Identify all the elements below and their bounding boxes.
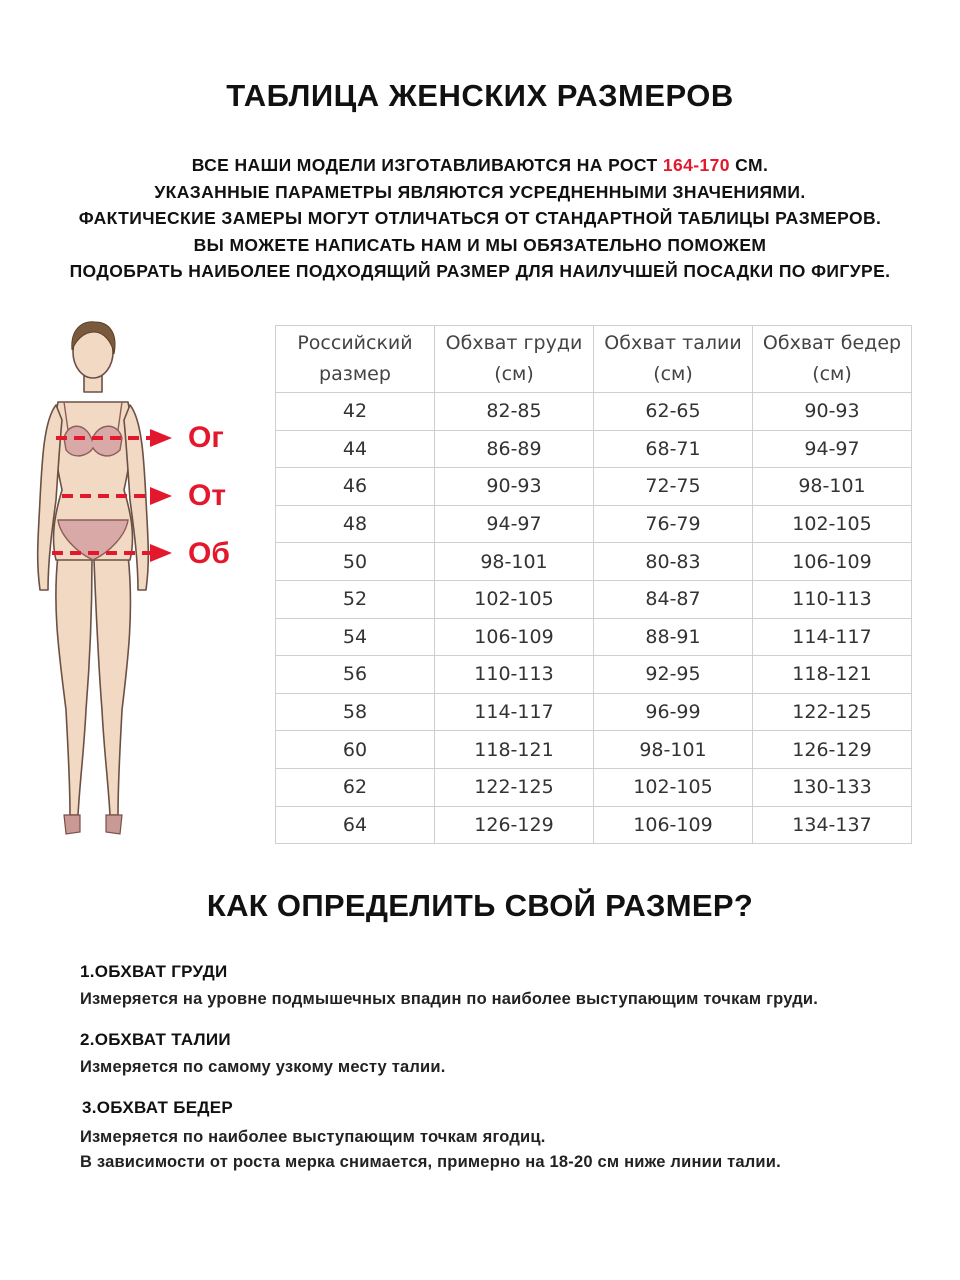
- table-cell: 60: [276, 731, 435, 769]
- table-cell: 106-109: [753, 543, 912, 581]
- table-cell: 76-79: [594, 505, 753, 543]
- table-row: [276, 656, 912, 694]
- table-cell: 92-95: [594, 656, 753, 694]
- table-cell: 102-105: [753, 505, 912, 543]
- woman-figure-illustration: [0, 310, 260, 850]
- table-cell: 48: [276, 505, 435, 543]
- table-row: [276, 693, 912, 731]
- table-cell: 62: [276, 768, 435, 806]
- header-hips-l1: Обхват бедер: [762, 332, 902, 354]
- waist-label: От: [188, 479, 227, 512]
- header-size: [276, 326, 435, 393]
- table-cell: 110-113: [753, 580, 912, 618]
- table-row: [276, 543, 912, 581]
- step-1-text: Измеряется на уровне подмышечных впадин по наиболее выступающим точкам груди.: [80, 990, 818, 1008]
- header-chest: [435, 326, 594, 393]
- table-cell: 134-137: [753, 806, 912, 844]
- table-row: [276, 768, 912, 806]
- how-to-title: КАК ОПРЕДЕЛИТЬ СВОЙ РАЗМЕР?: [206, 888, 754, 923]
- table-row: [276, 806, 912, 844]
- table-cell: 50: [276, 543, 435, 581]
- table-cell: 96-99: [594, 693, 753, 731]
- size-table: [275, 325, 912, 844]
- page-title: ТАБЛИЦА ЖЕНСКИХ РАЗМЕРОВ: [226, 78, 734, 113]
- table-cell: 122-125: [435, 768, 594, 806]
- table-cell: 42: [276, 393, 435, 431]
- table-cell: 44: [276, 430, 435, 468]
- table-cell: 72-75: [594, 468, 753, 506]
- intro-line-4: ВЫ МОЖЕТЕ НАПИСАТЬ НАМ И МЫ ОБЯЗАТЕЛЬНО ПОМОЖЕМ: [193, 234, 767, 255]
- table-header-row: [276, 326, 912, 393]
- header-hips-l2: (см): [812, 363, 852, 385]
- table-cell: 98-101: [594, 731, 753, 769]
- header-waist-l1: Обхват талии: [604, 332, 742, 354]
- table-cell: 80-83: [594, 543, 753, 581]
- table-cell: 52: [276, 580, 435, 618]
- table-cell: 98-101: [435, 543, 594, 581]
- height-range: 164-170: [662, 155, 730, 175]
- header-waist: [594, 326, 753, 393]
- intro-text: [0, 152, 960, 285]
- step-2-text: Измеряется по самому узкому месту талии.: [80, 1058, 446, 1076]
- table-cell: 114-117: [753, 618, 912, 656]
- table-cell: 58: [276, 693, 435, 731]
- table-cell: 62-65: [594, 393, 753, 431]
- table-row: [276, 731, 912, 769]
- table-cell: 88-91: [594, 618, 753, 656]
- table-cell: 98-101: [753, 468, 912, 506]
- table-cell: 114-117: [435, 693, 594, 731]
- table-row: [276, 580, 912, 618]
- intro-line-2: УКАЗАННЫЕ ПАРАМЕТРЫ ЯВЛЯЮТСЯ УСРЕДНЕННЫМИ ЗНАЧЕНИЯМИ.: [154, 181, 806, 202]
- table-cell: 102-105: [435, 580, 594, 618]
- header-size-l2: размер: [319, 363, 391, 385]
- table-cell: 64: [276, 806, 435, 844]
- table-body: [276, 393, 912, 844]
- header-chest-l1: Обхват груди: [445, 332, 583, 354]
- table-cell: 126-129: [435, 806, 594, 844]
- step-1-heading: 1.ОБХВАТ ГРУДИ: [80, 962, 228, 981]
- table-cell: 130-133: [753, 768, 912, 806]
- table-cell: 118-121: [435, 731, 594, 769]
- table-row: [276, 505, 912, 543]
- header-size-l1: Российский: [297, 332, 413, 354]
- intro-line-1-prefix: ВСЕ НАШИ МОДЕЛИ ИЗГОТАВЛИВАЮТСЯ НА РОСТ: [191, 155, 663, 175]
- step-3-text-1: Измеряется по наиболее выступающим точкам ягодиц.: [80, 1128, 546, 1146]
- table-row: [276, 468, 912, 506]
- table-cell: 54: [276, 618, 435, 656]
- intro-line-1: [0, 152, 960, 179]
- intro-line-5: ПОДОБРАТЬ НАИБОЛЕЕ ПОДХОДЯЩИЙ РАЗМЕР ДЛЯ НАИЛУЧШЕЙ ПОСАДКИ ПО ФИГУРЕ.: [69, 261, 891, 281]
- table-cell: 94-97: [753, 430, 912, 468]
- table-row: [276, 430, 912, 468]
- table-row: [276, 393, 912, 431]
- table-cell: 56: [276, 656, 435, 694]
- chest-label: Ог: [188, 421, 224, 454]
- header-hips: [753, 326, 912, 393]
- step-3-heading: 3.ОБХВАТ БЕДЕР: [82, 1098, 234, 1117]
- table-cell: 84-87: [594, 580, 753, 618]
- table-cell: 106-109: [435, 618, 594, 656]
- table-row: [276, 618, 912, 656]
- table-cell: 102-105: [594, 768, 753, 806]
- step-3-text-2: В зависимости от роста мерка снимается, примерно на 18-20 см ниже линии талии.: [80, 1153, 781, 1171]
- table-cell: 86-89: [435, 430, 594, 468]
- header-waist-l2: (см): [653, 363, 693, 385]
- step-2-heading: 2.ОБХВАТ ТАЛИИ: [80, 1030, 231, 1049]
- table-cell: 90-93: [435, 468, 594, 506]
- table-cell: 94-97: [435, 505, 594, 543]
- table-cell: 68-71: [594, 430, 753, 468]
- header-chest-l2: (см): [494, 363, 534, 385]
- table-cell: 118-121: [753, 656, 912, 694]
- figure-svg: [0, 310, 260, 850]
- hips-label: Об: [188, 537, 230, 570]
- intro-line-1-suffix: СМ.: [729, 155, 769, 175]
- table-cell: 46: [276, 468, 435, 506]
- table-cell: 90-93: [753, 393, 912, 431]
- table-cell: 122-125: [753, 693, 912, 731]
- table-cell: 106-109: [594, 806, 753, 844]
- table-cell: 82-85: [435, 393, 594, 431]
- table-cell: 126-129: [753, 731, 912, 769]
- table-cell: 110-113: [435, 656, 594, 694]
- intro-line-3: ФАКТИЧЕСКИЕ ЗАМЕРЫ МОГУТ ОТЛИЧАТЬСЯ ОТ СТАНДАРТНОЙ ТАБЛИЦЫ РАЗМЕРОВ.: [78, 208, 882, 228]
